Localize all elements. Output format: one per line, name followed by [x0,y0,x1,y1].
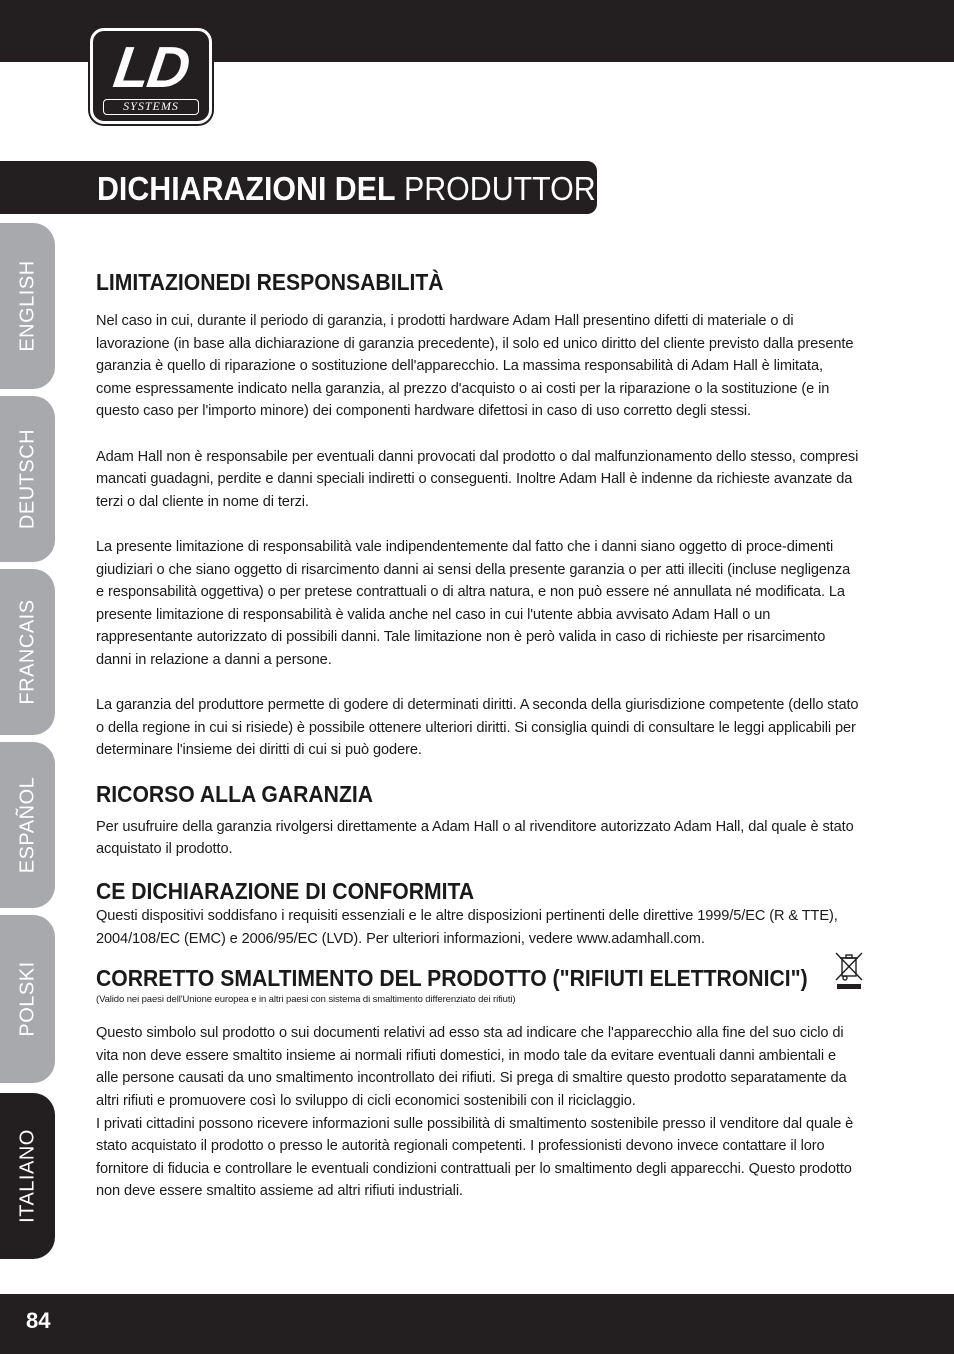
ricorso-paragraph: Per usufruire della garanzia rivolgersi direttamente a Adam Hall o al rivenditore autorizzato Adam Hall, dal quale è stato acquistato il prodotto. [96,818,854,858]
limitazione-paragraph-1: Nel caso in cui, durante il periodo di garanzia, i prodotti hardware Adam Hall presentino difetti di materiale o di lavorazione (in base alla dichiarazione di garanzia precedente), il solo ed unico diritto del cliente previsto dalla presente garanzia è quello di riparazione o sostituzione dell'apparecchio. La massima responsabilità di Adam Hall è limitata, come espressamente indicato nella garanzia, al prezzo d'acquisto o ai costi per la riparazione o la sostituzione (e in questo caso per l'importo minore) dei componenti hardware difettosi in caso di uso corretto degli stessi. [96,313,854,420]
heading-ce-bold: CE DICHIARAZIONE [96,878,300,905]
page-title-regular: PRODUTTORE: [403,170,625,207]
tab-francais-label: FRANCAIS [16,599,38,705]
heading-limitazione-regular: RESPONSABILITÀ [256,269,444,295]
tab-english[interactable] [0,223,55,389]
section-heading-ce [96,877,860,905]
tab-espanol-label: ESPAÑOL [16,776,38,874]
heading-smaltimento-bold: CORRETTO SMALTIMENTO [96,965,374,992]
crossed-out-wheelie-bin-icon [832,950,866,990]
tab-polski-label: POLSKI [16,961,38,1037]
logo-systems-text: SYSTEMS [103,99,199,115]
tab-francais[interactable] [0,569,55,735]
heading-ricorso-regular: RICORSO [96,780,195,807]
heading-ce-regular: DI CONFORMITA [305,878,475,905]
tab-italiano-label: ITALIANO [16,1129,38,1223]
ce-paragraph: Questi dispositivi soddisfano i requisiti essenziali e le altre disposizioni pertinenti delle direttive 1999/5/EC (R & TTE), 2004/108/EC (EMC) e 2006/95/EC (LVD). Per ulteriori informazioni, vedere www.adamhall.com. [96,908,838,947]
tab-espanol[interactable] [0,742,55,908]
section-heading-ricorso [96,780,860,808]
tab-deutsch-label: DEUTSCH [16,428,38,530]
smaltimento-paragraph-2: I privati cittadini possono ricevere informazioni sulle possibilità di smaltimento sostenibile presso il venditore dal quale è stato acquistato il prodotto o presso le autorità regionali competenti. I professionisti devono invece contattare il loro fornitore di fiducia e controllare le eventuali condizioni contrattuali per lo smaltimento degli apparecchi. Questo prodotto non deve essere smaltito assieme ad altri rifiuti industriali. [96,1115,854,1200]
section-heading-smaltimento [96,964,860,992]
smaltimento-note: (Valido nei paesi dell'Unione europea e in altri paesi con sistema di smaltimento differenziato dei rifiuti) [96,994,516,1006]
heading-limitazione-bold: LIMITAZIONEDI [96,269,251,295]
tab-deutsch[interactable] [0,396,55,562]
section-heading-limitazione [96,268,860,296]
page-title [97,171,624,207]
limitazione-paragraph-2: Adam Hall non è responsabile per eventuali danni provocati dal prodotto o dal malfunzionamento dello stesso, compresi mancati guadagni, perdite e danni speciali indiretti o conseguenti. Inoltre Adam Hall è indenne da richieste avanzate da terzi o dal cliente in nome di terzi. [96,448,859,510]
tab-italiano[interactable] [0,1093,55,1259]
main-content [96,268,862,1203]
smaltimento-paragraph-1: Questo simbolo sul prodotto o sui documenti relativi ad esso sta ad indicare che l'apparecchio alla fine del suo ciclo di vita non deve essere smaltito insieme ai normali rifiuti domestici, in modo tale da evitare eventuali danni ambientali e alle persone causati da uno smaltimento incontrollato dei rifiuti. Si prega di smaltire questo prodotto separatamente da altri rifiuti e promuovere così lo sviluppo di cicli economici sostenibili con il riciclaggio. [96,1025,847,1110]
limitazione-paragraph-3: La presente limitazione di responsabilità vale indipendentemente dal fatto che i danni siano oggetto di proce-dimenti giudiziari o che siano oggetto di risarcimento danni ai sensi della presente garanzia o per atti illeciti (incluse negligenza e responsabilità oggettiva) o per pretese contrattuali o di altra natura, e non può essere né annullata né modificata. La presente limitazione di responsabilità è valida anche nel caso in cui l'utente abbia avvisato Adam Hall o un rappresentante autorizzato di possibili danni. Tale limitazione non è però valida in caso di richieste per risarcimento danni in relazione a danni a persone. [96,538,851,668]
page-number: 84 [26,1308,51,1333]
tab-polski[interactable] [0,915,55,1083]
ld-systems-logo [90,28,212,124]
logo-ld-mark: LD [109,35,193,100]
smaltimento-heading-block [96,964,862,992]
tab-english-label: ENGLISH [16,260,38,352]
bottom-footer-bar [0,1294,954,1354]
page-title-bold: DICHIARAZIONI DEL [97,170,396,207]
heading-smaltimento-regular: DEL PRODOTTO ("RIFIUTI ELETTRONICI") [379,965,808,992]
heading-ricorso-bold: ALLA GARANZIA [199,780,374,807]
limitazione-paragraph-4: La garanzia del produttore permette di godere di determinati diritti. A seconda della giurisdizione competente (dello stato o della regione in cui si risiede) è possibile ottenere ulteriori diritti. Si consiglia quindi di consultare le leggi applicabili per determinare l'insieme dei diritti di cui si può godere. [96,697,859,759]
page-title-bar [0,161,625,214]
